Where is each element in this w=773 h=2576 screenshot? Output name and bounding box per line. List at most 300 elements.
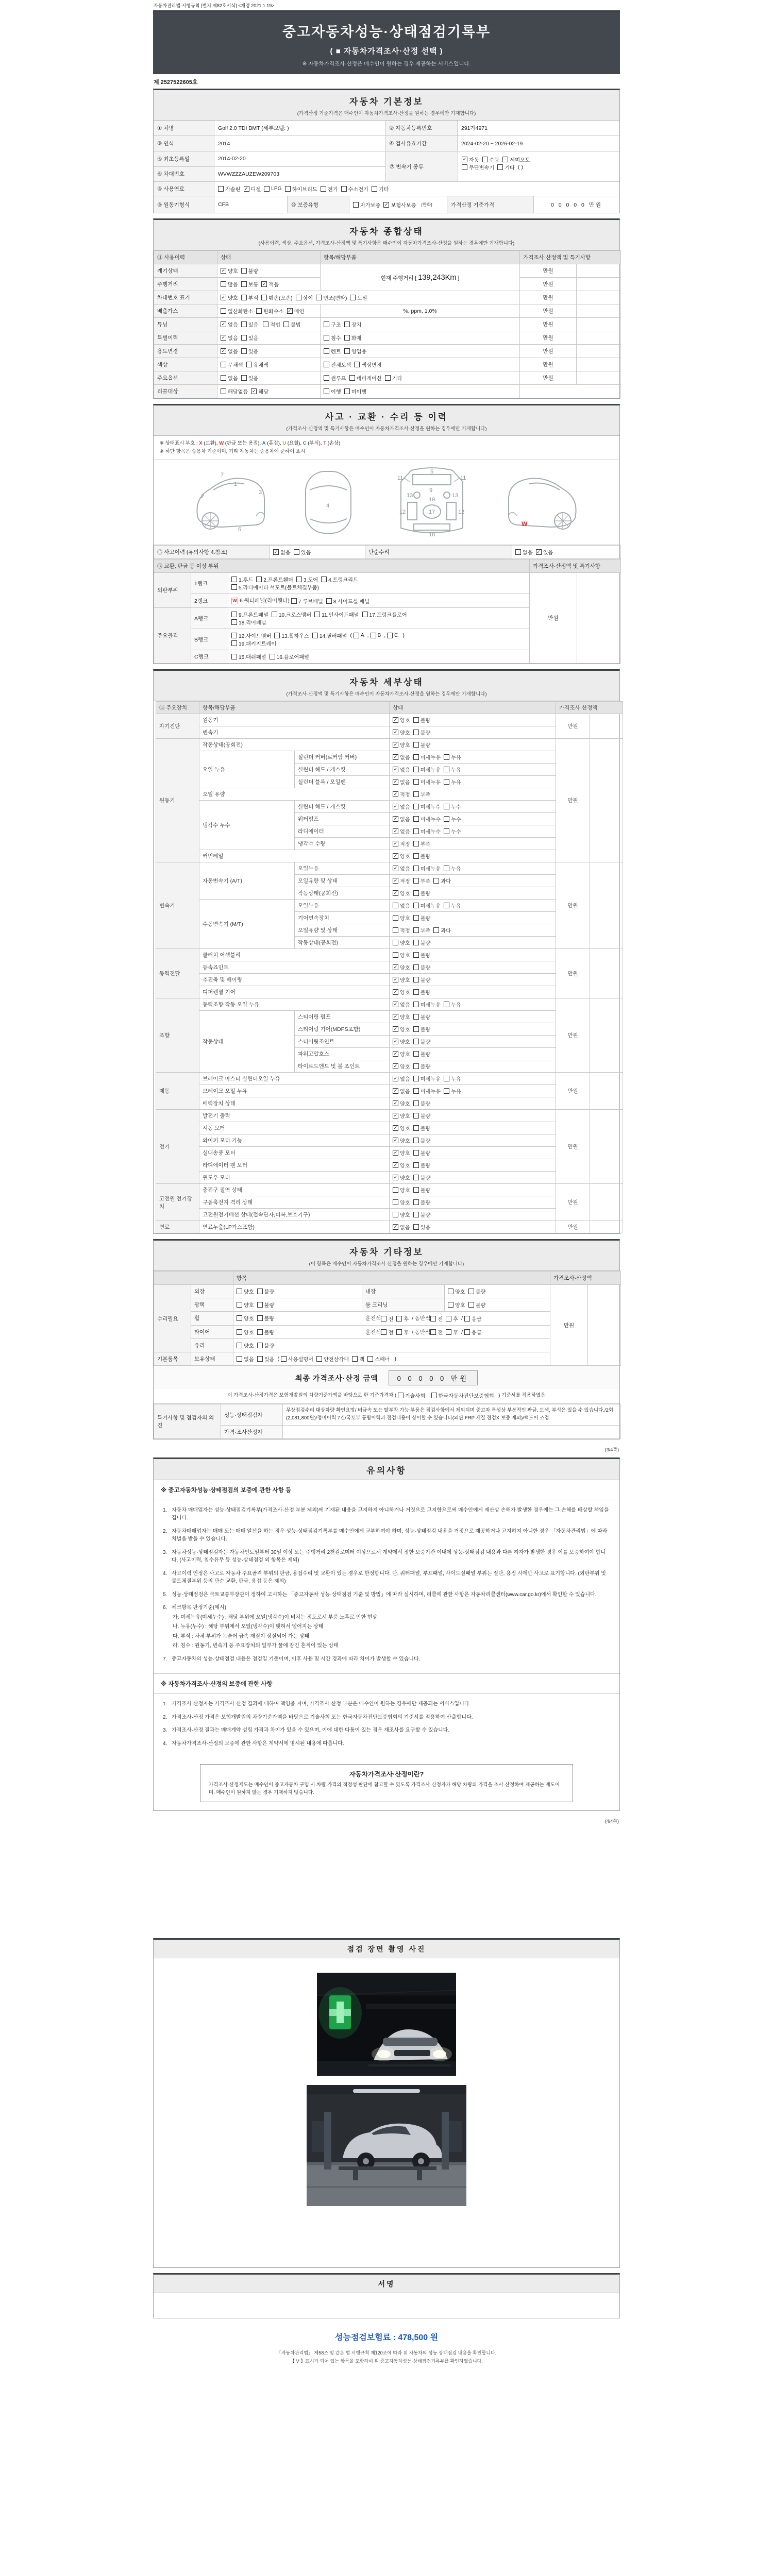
cell xyxy=(390,1060,556,1073)
cell xyxy=(270,546,365,559)
checkbox[interactable] xyxy=(444,766,461,773)
checkbox-label: 해당 xyxy=(258,389,269,395)
checkbox[interactable] xyxy=(385,374,402,382)
checkbox-label: 누유 xyxy=(451,1003,461,1008)
checkbox-label: 없음 xyxy=(228,349,238,355)
checkbox[interactable] xyxy=(413,1161,431,1169)
checkbox[interactable] xyxy=(371,633,381,638)
empty-box-icon xyxy=(444,1088,449,1094)
checkbox-label: 보험사보증 xyxy=(391,202,416,209)
checkbox[interactable] xyxy=(344,347,367,355)
checkbox[interactable] xyxy=(393,716,410,724)
checkbox[interactable] xyxy=(231,583,319,591)
checkbox[interactable] xyxy=(274,632,309,639)
checkbox[interactable] xyxy=(393,1001,410,1008)
checkbox[interactable] xyxy=(446,1315,458,1323)
checkbox[interactable] xyxy=(270,653,309,660)
checkbox[interactable] xyxy=(413,815,441,823)
checkbox[interactable] xyxy=(221,280,238,288)
cell: 오일 누유 xyxy=(199,751,295,788)
checkbox[interactable] xyxy=(413,790,431,798)
checkbox[interactable] xyxy=(413,1112,431,1120)
checkbox[interactable] xyxy=(241,294,259,301)
checkbox[interactable] xyxy=(448,1287,465,1295)
checkbox[interactable] xyxy=(413,951,431,959)
checkbox[interactable] xyxy=(502,156,530,163)
checkbox[interactable] xyxy=(413,1137,431,1144)
checkbox[interactable] xyxy=(413,840,431,848)
checked-box-icon xyxy=(393,841,398,846)
checkbox[interactable] xyxy=(353,201,380,209)
checkbox[interactable] xyxy=(241,347,259,355)
checkbox[interactable] xyxy=(296,294,313,301)
empty-box-icon xyxy=(464,1316,470,1321)
checkbox[interactable] xyxy=(393,976,410,984)
footer-lines xyxy=(153,2349,620,2365)
checkbox-label: 16.플로어패널 xyxy=(276,655,309,660)
cell xyxy=(362,1312,550,1326)
empty-box-icon xyxy=(433,927,439,933)
checkbox[interactable] xyxy=(393,939,410,946)
checkbox[interactable] xyxy=(372,185,389,193)
checkbox[interactable] xyxy=(444,803,461,810)
checkbox[interactable] xyxy=(321,185,338,193)
cell xyxy=(445,1285,550,1298)
checkbox[interactable] xyxy=(413,1198,431,1206)
checkbox[interactable] xyxy=(393,1038,410,1045)
checkbox[interactable] xyxy=(413,778,441,786)
checkbox[interactable] xyxy=(413,1062,431,1070)
checkbox[interactable] xyxy=(221,387,248,395)
checkbox[interactable] xyxy=(324,320,341,328)
checkbox[interactable] xyxy=(413,1013,431,1021)
checkbox[interactable] xyxy=(393,914,410,922)
checkbox[interactable] xyxy=(393,753,410,761)
checkbox[interactable] xyxy=(396,1328,409,1336)
checkbox[interactable] xyxy=(287,307,305,315)
checkbox[interactable] xyxy=(430,1328,443,1336)
checkbox[interactable] xyxy=(326,597,369,605)
checkbox[interactable] xyxy=(244,185,261,193)
cell xyxy=(233,1325,362,1339)
checkbox-label: 10.크로스멤버 xyxy=(278,613,312,618)
checkbox[interactable] xyxy=(316,294,347,301)
notice-item xyxy=(163,1726,610,1735)
checkbox[interactable] xyxy=(413,889,431,897)
checked-box-icon xyxy=(221,348,226,354)
checkbox[interactable] xyxy=(413,939,431,946)
checkbox[interactable] xyxy=(515,548,533,556)
checkbox-label: 불량 xyxy=(264,1316,275,1323)
checkbox-label: 12.사이드멤버 xyxy=(239,634,272,639)
svg-text:9: 9 xyxy=(429,487,432,494)
checkbox[interactable] xyxy=(393,865,410,872)
checkbox-label: 화재 xyxy=(351,336,362,342)
checkbox[interactable] xyxy=(257,1314,275,1322)
checkbox[interactable] xyxy=(324,361,351,368)
section-sign xyxy=(153,2273,620,2318)
empty-box-icon xyxy=(344,321,350,327)
checkbox[interactable] xyxy=(413,1149,431,1157)
checkbox[interactable] xyxy=(444,902,461,909)
checkbox[interactable] xyxy=(393,1025,410,1033)
checkbox-label: 불량 xyxy=(420,854,431,860)
checkbox[interactable] xyxy=(221,307,253,315)
checkbox[interactable] xyxy=(231,653,266,660)
text: 이 가격조사·산정가격은 보험개발원의 차량기준가액을 바탕으로 한 기준가격과 ( xyxy=(227,1393,398,1399)
checkbox[interactable] xyxy=(413,1211,431,1218)
checkbox-label: 불량 xyxy=(420,731,431,736)
empty-box-icon xyxy=(413,1063,419,1069)
cell: 가격조사·산정액 및 특기사항 xyxy=(530,560,621,573)
checkbox[interactable] xyxy=(281,1355,313,1363)
empty-box-icon xyxy=(316,1356,322,1362)
checkbox[interactable] xyxy=(393,1087,410,1095)
checkbox[interactable] xyxy=(283,320,301,328)
text: (요철), xyxy=(286,440,303,446)
inspection-photo-1 xyxy=(317,1973,456,2076)
empty-box-icon xyxy=(241,321,247,327)
checkbox[interactable] xyxy=(241,280,259,288)
checkbox[interactable] xyxy=(393,1112,410,1120)
checkbox[interactable] xyxy=(257,1301,275,1309)
checkbox[interactable] xyxy=(413,914,431,922)
checkbox[interactable] xyxy=(362,611,407,618)
checkbox[interactable] xyxy=(256,575,293,583)
checkbox[interactable] xyxy=(448,1301,465,1309)
checkbox[interactable] xyxy=(296,575,318,583)
checkbox[interactable] xyxy=(312,632,347,639)
text: / 동반석 xyxy=(412,1315,431,1321)
checkbox[interactable] xyxy=(413,1087,441,1095)
checkbox[interactable] xyxy=(231,618,266,626)
checkbox[interactable] xyxy=(221,294,238,301)
checkbox[interactable] xyxy=(393,1062,410,1070)
checkbox[interactable] xyxy=(393,728,410,736)
checkbox[interactable] xyxy=(393,1223,410,1231)
checkbox[interactable] xyxy=(433,926,451,934)
checkbox[interactable] xyxy=(462,163,494,171)
checkbox-label: 없음 xyxy=(523,550,533,556)
checkbox[interactable] xyxy=(413,1186,431,1194)
cell: 연료 xyxy=(156,1221,199,1233)
checkbox[interactable] xyxy=(263,320,280,328)
checkbox[interactable] xyxy=(221,334,238,342)
checkbox[interactable] xyxy=(468,1301,486,1309)
checkbox[interactable] xyxy=(393,1161,410,1169)
checked-box-icon xyxy=(393,1162,398,1168)
checkbox[interactable] xyxy=(273,548,291,556)
checkbox[interactable] xyxy=(393,1124,410,1132)
checkbox[interactable] xyxy=(413,741,431,749)
checkbox[interactable] xyxy=(413,716,431,724)
checkbox[interactable] xyxy=(241,374,259,382)
checkbox[interactable] xyxy=(237,1328,254,1336)
checkbox[interactable] xyxy=(393,926,410,934)
checkbox[interactable] xyxy=(393,852,410,860)
section-sign-title: 서명 xyxy=(378,2279,395,2288)
checkbox[interactable] xyxy=(444,865,461,872)
checkbox-label: 양호 xyxy=(400,953,410,959)
checkbox[interactable] xyxy=(324,334,341,342)
checkbox[interactable] xyxy=(314,611,359,618)
checkbox[interactable] xyxy=(398,1392,425,1399)
checkbox[interactable] xyxy=(413,827,441,835)
checkbox[interactable] xyxy=(444,815,461,823)
checkbox[interactable] xyxy=(349,374,382,382)
checkbox[interactable] xyxy=(237,1301,254,1309)
checkbox[interactable] xyxy=(321,575,358,583)
checkbox[interactable] xyxy=(294,548,311,556)
checkbox[interactable] xyxy=(413,728,431,736)
checkbox[interactable] xyxy=(341,185,368,193)
checkbox[interactable] xyxy=(237,1355,254,1363)
label-engine-type: ⑨ 원동기형식 xyxy=(154,196,214,213)
checkbox[interactable] xyxy=(430,1315,443,1323)
checkbox[interactable] xyxy=(344,334,362,342)
cell xyxy=(217,291,520,304)
checkbox[interactable] xyxy=(413,753,441,761)
checkbox[interactable] xyxy=(324,387,341,395)
checkbox[interactable] xyxy=(237,1342,254,1349)
checkbox[interactable] xyxy=(393,1186,410,1194)
svg-text:18: 18 xyxy=(428,532,435,538)
checkbox[interactable] xyxy=(413,1075,441,1082)
checkbox[interactable] xyxy=(344,320,362,328)
checkbox[interactable] xyxy=(462,156,479,163)
checkbox[interactable] xyxy=(231,639,276,647)
checkbox[interactable] xyxy=(393,951,410,959)
checkbox[interactable] xyxy=(344,387,367,395)
checkbox[interactable] xyxy=(354,361,381,368)
checkbox[interactable] xyxy=(536,548,553,556)
checkbox[interactable] xyxy=(381,1328,393,1336)
empty-box-icon xyxy=(324,375,329,381)
checkbox[interactable] xyxy=(393,877,410,885)
signature-area[interactable] xyxy=(154,2293,619,2318)
checked-box-icon xyxy=(393,890,398,896)
checkbox[interactable] xyxy=(464,1328,482,1336)
checkbox[interactable] xyxy=(413,1001,441,1008)
text: (판금 또는 용접), xyxy=(224,440,262,446)
empty-box-icon xyxy=(430,1316,436,1321)
checkbox[interactable] xyxy=(433,877,451,885)
checkbox[interactable] xyxy=(413,865,441,872)
checkbox[interactable] xyxy=(446,1328,458,1336)
checkbox[interactable] xyxy=(393,1211,410,1218)
checkbox[interactable] xyxy=(393,988,410,996)
checkbox[interactable] xyxy=(393,778,410,786)
checkbox[interactable] xyxy=(413,803,441,810)
checked-box-icon xyxy=(393,828,398,834)
checkbox[interactable] xyxy=(264,186,281,192)
checkbox[interactable] xyxy=(383,201,416,209)
checkbox[interactable] xyxy=(257,1342,275,1349)
checkbox[interactable] xyxy=(352,1355,364,1363)
checkbox[interactable] xyxy=(468,1287,486,1295)
checkbox-label: 양호 xyxy=(400,891,410,897)
checkbox[interactable] xyxy=(221,267,238,275)
checkbox-label: 훼손(오손) xyxy=(268,296,293,301)
checkbox[interactable] xyxy=(237,1314,254,1322)
document-subtitle: ( ■ 자동차가격조사·산정 선택 ) xyxy=(330,47,443,56)
checkbox[interactable] xyxy=(497,163,515,171)
checkbox[interactable] xyxy=(444,1087,461,1095)
cell: 작동상태(공회전) xyxy=(295,937,390,949)
checkbox[interactable] xyxy=(231,611,268,618)
checkbox-label: 부족 xyxy=(420,792,431,798)
checkbox[interactable] xyxy=(444,753,461,761)
checkbox[interactable] xyxy=(367,1355,390,1363)
text: ] xyxy=(456,275,460,281)
checkbox-label: 양호 xyxy=(400,1139,410,1144)
checkbox[interactable] xyxy=(257,1287,275,1295)
cell xyxy=(233,1312,362,1326)
checkbox[interactable] xyxy=(246,361,269,368)
checkbox[interactable] xyxy=(393,1198,410,1206)
empty-box-icon xyxy=(241,375,247,381)
checkbox[interactable] xyxy=(393,1137,410,1144)
checkbox[interactable] xyxy=(393,889,410,897)
checkbox[interactable] xyxy=(231,575,253,583)
checkbox[interactable] xyxy=(241,267,259,275)
checkbox[interactable] xyxy=(393,1075,410,1082)
cell xyxy=(233,1352,550,1366)
checkbox[interactable] xyxy=(387,633,398,638)
checkbox[interactable] xyxy=(251,387,268,395)
checkbox-label: 없음 xyxy=(244,1357,254,1363)
label-fuel: ⑧ 사용연료 xyxy=(154,182,214,196)
checkbox[interactable] xyxy=(393,827,410,835)
checkbox[interactable] xyxy=(393,902,410,909)
checkbox[interactable] xyxy=(257,1355,275,1363)
checkbox-label: 양호 xyxy=(244,1344,254,1350)
checkbox-label: 없음 xyxy=(400,867,410,872)
empty-box-icon xyxy=(393,940,398,945)
checkbox[interactable] xyxy=(393,815,410,823)
checkbox[interactable] xyxy=(413,877,431,885)
checkbox[interactable] xyxy=(231,632,271,639)
checkbox[interactable] xyxy=(444,1075,461,1082)
checkbox[interactable] xyxy=(393,1050,410,1058)
empty-box-icon xyxy=(446,1329,451,1335)
checkbox[interactable] xyxy=(256,307,283,315)
checkbox[interactable] xyxy=(221,361,243,368)
checkbox[interactable] xyxy=(221,347,238,355)
checkbox[interactable] xyxy=(221,320,238,328)
checkbox[interactable] xyxy=(218,185,241,193)
checkbox[interactable] xyxy=(393,790,410,798)
checkbox[interactable] xyxy=(393,766,410,773)
checkbox[interactable] xyxy=(413,1099,431,1107)
checkbox-label: 네비게이션 xyxy=(356,376,382,382)
checkbox-label: 사용설명서 xyxy=(288,1357,314,1363)
checkbox[interactable] xyxy=(413,1223,431,1231)
value-warranty xyxy=(349,196,447,213)
checkbox[interactable] xyxy=(444,778,461,786)
checkbox[interactable] xyxy=(413,852,431,860)
checkbox-label: 불량 xyxy=(420,1015,431,1021)
checkbox[interactable] xyxy=(350,294,367,301)
cell xyxy=(390,1147,556,1159)
cell xyxy=(217,264,321,278)
checkbox[interactable] xyxy=(291,597,323,605)
notice-item-text: 자동차 매매업자는 성능·상태점검기록부(가격조사·산정 부분 제외)에 기재된 내용을 고지하지 아니하거나 거짓으로 고지함으로써 매수인에게 재산상 손해가 발생한 경우에는 그 손해를 배상할 책임을 집니다. xyxy=(172,1507,609,1521)
car-diagram-front-left xyxy=(187,466,269,538)
checkbox[interactable] xyxy=(381,1315,393,1323)
checked-box-icon xyxy=(393,1175,398,1180)
checkbox-label: 없음 xyxy=(400,817,410,823)
checkbox[interactable] xyxy=(393,1149,410,1157)
checkbox[interactable] xyxy=(261,280,279,288)
empty-box-icon xyxy=(231,577,237,582)
empty-box-icon xyxy=(296,577,302,582)
checkbox[interactable] xyxy=(393,1013,410,1021)
checkbox-label: 15.대쉬패널 xyxy=(239,655,266,660)
checkbox[interactable] xyxy=(393,803,410,810)
car-diagram-underbody xyxy=(388,466,476,538)
checkbox[interactable] xyxy=(396,1315,409,1323)
checkbox[interactable] xyxy=(444,1001,461,1008)
checkbox[interactable] xyxy=(393,1174,410,1181)
checkbox[interactable] xyxy=(393,963,410,971)
checkbox[interactable] xyxy=(285,185,317,193)
checkbox[interactable] xyxy=(221,374,238,382)
empty-box-icon xyxy=(393,952,398,958)
checkbox[interactable] xyxy=(241,334,259,342)
checkbox[interactable] xyxy=(413,902,441,909)
checkbox[interactable] xyxy=(324,374,346,382)
checkbox[interactable] xyxy=(444,827,461,835)
checkbox[interactable] xyxy=(413,1174,431,1181)
checkbox[interactable] xyxy=(257,1328,275,1336)
checkbox[interactable] xyxy=(413,988,431,996)
checkbox[interactable] xyxy=(272,611,311,618)
empty-box-icon xyxy=(413,841,419,846)
checkbox[interactable] xyxy=(393,840,410,848)
checkbox[interactable] xyxy=(413,1038,431,1045)
checkbox[interactable] xyxy=(413,976,431,984)
basic-info-table xyxy=(154,121,619,213)
section-sign-head xyxy=(154,2275,619,2293)
checkbox[interactable] xyxy=(413,926,431,934)
cell: 룸 크리닝 xyxy=(362,1298,445,1312)
checkbox[interactable] xyxy=(413,963,431,971)
checkbox[interactable] xyxy=(324,347,341,355)
checkbox[interactable] xyxy=(431,1392,494,1399)
checkbox[interactable] xyxy=(413,1124,431,1132)
checkbox[interactable] xyxy=(241,320,259,328)
checkbox[interactable] xyxy=(464,1315,482,1323)
checkbox[interactable] xyxy=(393,741,410,749)
checkbox[interactable] xyxy=(316,1355,349,1363)
empty-box-icon xyxy=(413,1002,419,1007)
checkbox[interactable] xyxy=(393,1099,410,1107)
checkbox[interactable] xyxy=(413,766,441,773)
cell xyxy=(390,726,556,739)
checkbox[interactable] xyxy=(413,1025,431,1033)
empty-box-icon xyxy=(372,186,377,192)
checkbox[interactable] xyxy=(237,1287,254,1295)
checkbox[interactable] xyxy=(482,156,500,163)
cell xyxy=(577,278,621,291)
cell xyxy=(390,1159,556,1172)
checkbox[interactable] xyxy=(354,633,364,638)
checkbox[interactable] xyxy=(261,294,292,301)
svg-text:12: 12 xyxy=(399,509,406,516)
checkbox[interactable] xyxy=(413,1050,431,1058)
empty-box-icon xyxy=(430,1329,436,1335)
